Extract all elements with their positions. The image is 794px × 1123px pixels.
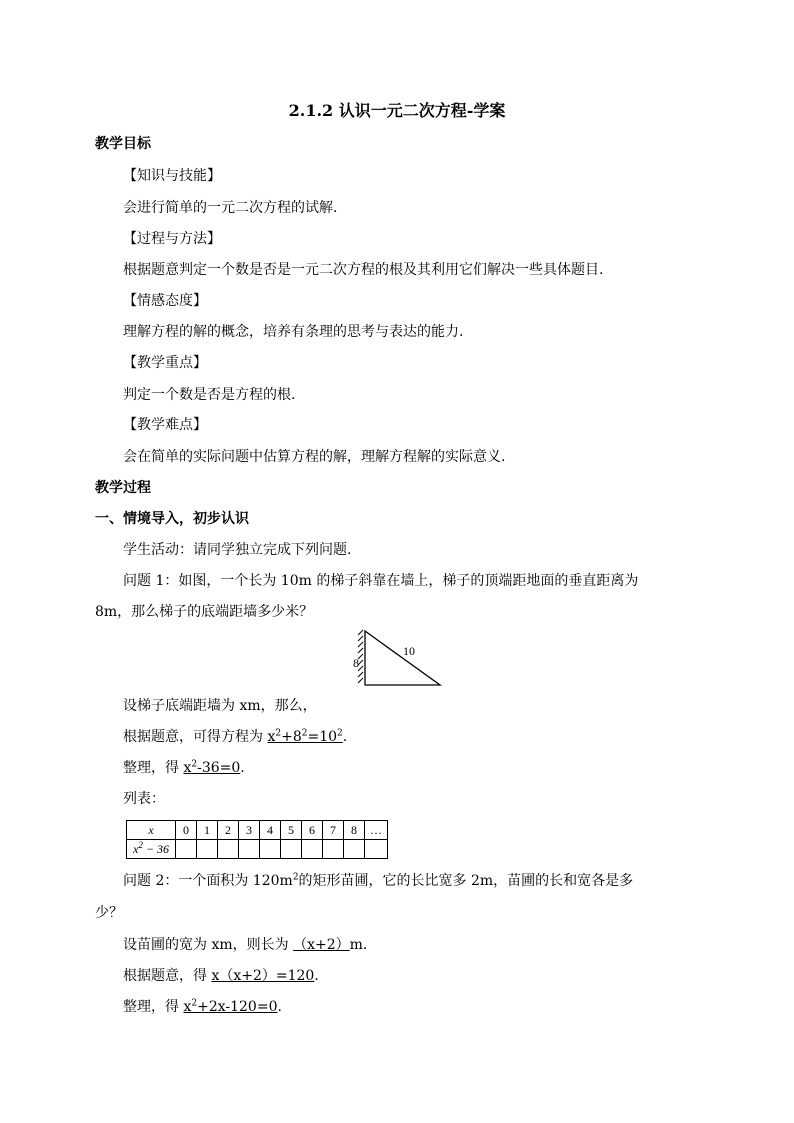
table-cell: 5 (281, 821, 302, 840)
table-cell-empty[interactable] (302, 840, 323, 859)
ladder-figure (345, 628, 445, 688)
table-header-x: x (127, 821, 176, 840)
setup2-line: 设苗圃的宽为 xm，则长为 （x+2）m. (123, 937, 368, 953)
ladder-triangle (365, 631, 440, 685)
setup2-fill: （x+2） (293, 937, 350, 953)
table-cell: 1 (197, 821, 218, 840)
goals-heading: 教学目标 (95, 136, 151, 152)
table-cell-empty[interactable] (365, 840, 388, 859)
question2-line2: 少？ (95, 905, 123, 921)
table-row (127, 840, 388, 859)
question1-line2: 8m，那么梯子的底端距墙多少米？ (95, 604, 314, 620)
table-cell-empty[interactable] (218, 840, 239, 859)
simplify1-line: 整理，得 $x^2-36=0$. (123, 759, 245, 776)
table-cell: 6 (302, 821, 323, 840)
table-cell: 8 (344, 821, 365, 840)
activity-text: 学生活动：请同学独立完成下列问题. (123, 542, 352, 558)
equation1-fill: $x^2+8^2=10^2$ (267, 728, 343, 745)
difficulty-text: 会在简单的实际问题中估算方程的解，理解方程解的实际意义. (123, 449, 506, 465)
table-cell-empty[interactable] (239, 840, 260, 859)
emotion-label: 【情感态度】 (123, 293, 207, 309)
table-cell: 3 (239, 821, 260, 840)
table-cell-empty[interactable] (197, 840, 218, 859)
hypotenuse-label: 10 (403, 644, 415, 658)
equation1-prefix: 根据题意，可得方程为 (123, 729, 268, 745)
simplify2-fill: $x^2+2x-120=0$ (183, 998, 278, 1015)
table-cell-empty[interactable] (176, 840, 197, 859)
table-cell: 2 (218, 821, 239, 840)
difficulty-label: 【教学难点】 (123, 417, 207, 433)
table-cell-empty[interactable] (344, 840, 365, 859)
equation2-fill: x（x+2）=120 (211, 968, 315, 984)
table-cell-empty[interactable] (323, 840, 344, 859)
table-cell-empty[interactable] (281, 840, 302, 859)
table-row (127, 821, 388, 840)
focus-text: 判定一个数是否是方程的根. (123, 387, 296, 403)
side-label: 8 (353, 656, 359, 670)
process-label: 【过程与方法】 (123, 231, 221, 247)
equation1-line: 根据题意，可得方程为 $x^2+8^2=10^2$. (123, 728, 348, 745)
question1-line1: 问题 1：如图，一个长为 10m 的梯子斜靠在墙上，梯子的顶端距地面的垂直距离为 (123, 573, 639, 589)
setup1-text: 设梯子底端距墙为 xm，那么， (123, 698, 317, 714)
table-cell: 7 (323, 821, 344, 840)
simplify1-prefix: 整理，得 (123, 760, 184, 776)
simplify2-line: 整理，得 $x^2+2x-120=0$. (123, 998, 282, 1015)
focus-label: 【教学重点】 (123, 355, 207, 371)
process-heading: 教学过程 (95, 480, 151, 496)
emotion-text: 理解方程的解的概念，培养有条理的思考与表达的能力. (123, 324, 464, 340)
table-cell: 0 (176, 821, 197, 840)
table-cell-empty[interactable] (260, 840, 281, 859)
value-table (126, 820, 388, 859)
question2-line1: 问题 2：一个面积为 $120m^2$的矩形苗圃，它的长比宽多 2m，苗圃的长和宽各是多 (123, 872, 634, 889)
simplify1-fill: $x^2-36=0$ (183, 759, 241, 776)
process-text: 根据题意判定一个数是否是一元二次方程的根及其利用它们解决一些具体题目. (123, 262, 604, 278)
knowledge-text: 会进行简单的一元二次方程的试解. (123, 200, 338, 216)
part1-heading: 一、情境导入，初步认识 (95, 511, 249, 527)
page-title: 2.1.2 认识一元二次方程-学案 (288, 101, 506, 120)
list-label: 列表： (123, 791, 165, 807)
table-cell: 4 (260, 821, 281, 840)
table-header-expression: $x^2 - 36$ (127, 840, 176, 859)
equation2-line: 根据题意，得 x（x+2）=120. (123, 968, 319, 984)
table-cell: … (365, 821, 388, 840)
knowledge-label: 【知识与技能】 (123, 168, 221, 184)
